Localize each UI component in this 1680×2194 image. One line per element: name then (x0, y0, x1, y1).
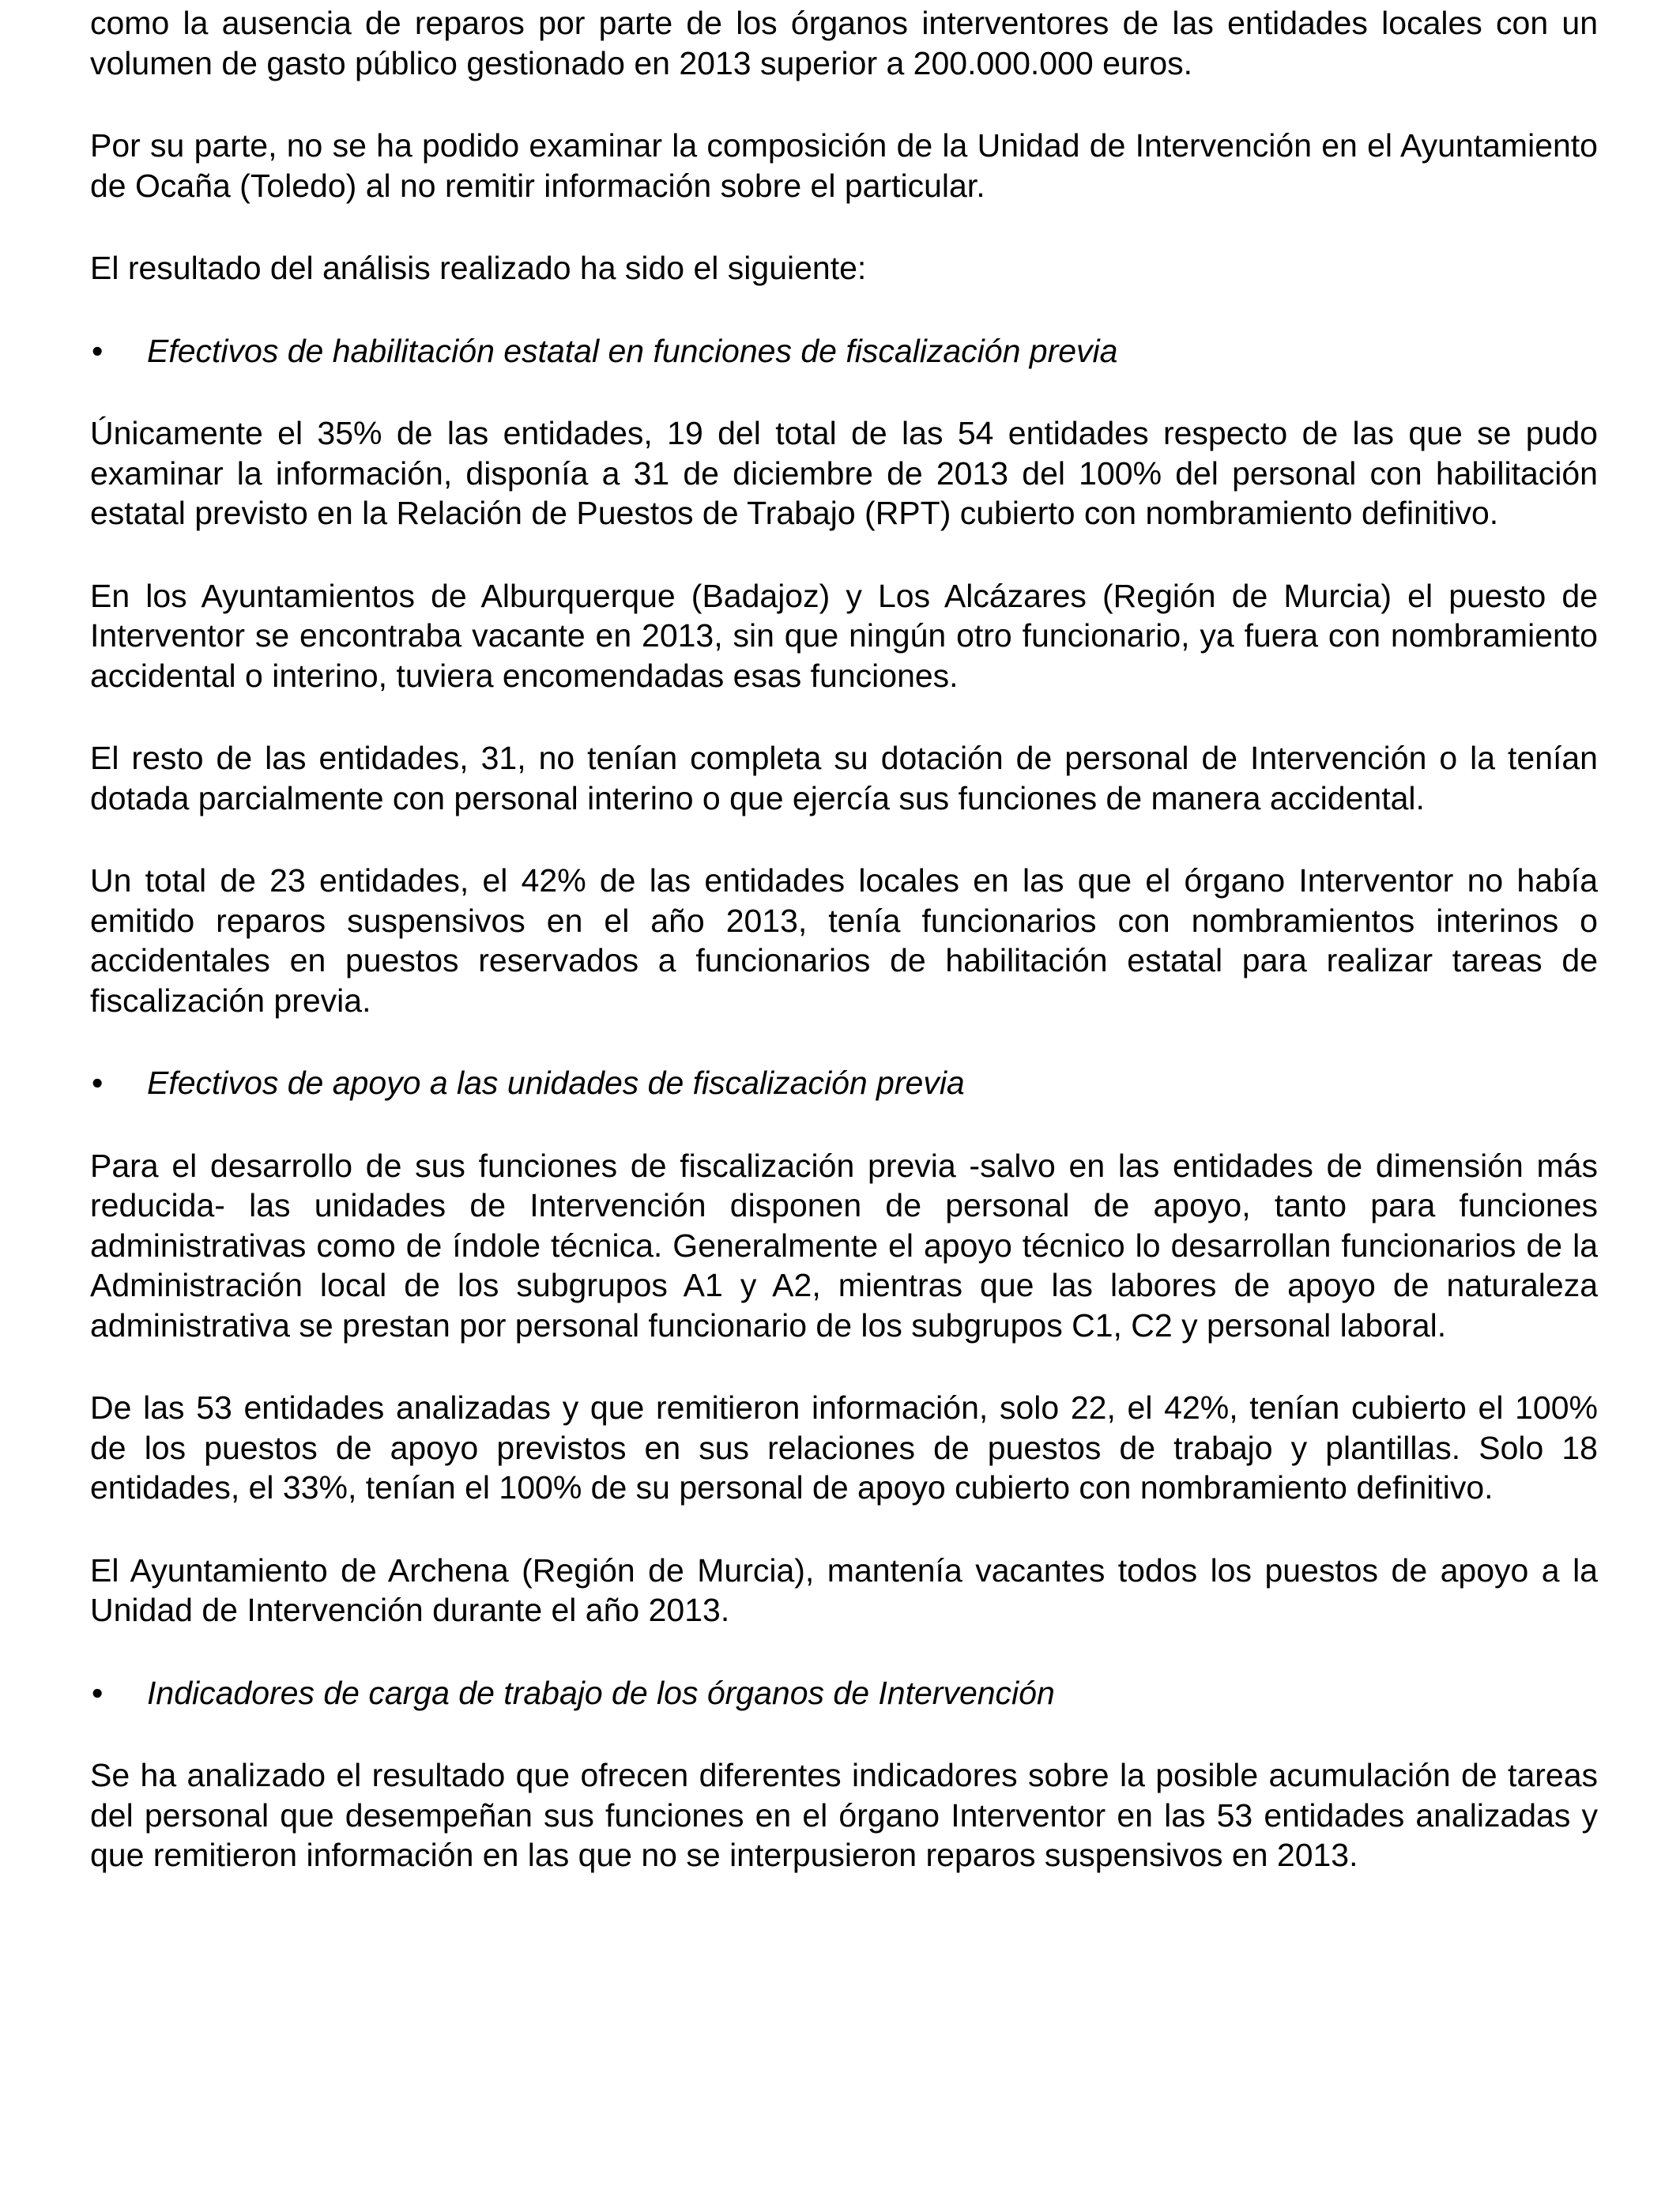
bullet-heading-text: Indicadores de carga de trabajo de los órganos de Intervención (147, 1674, 1055, 1711)
paragraph-analisis-indicadores: Se ha analizado el resultado que ofrecen diferentes indicadores sobre la posible acumulación de tareas del personal que desempeñan sus funciones en el órgano Interventor en las 53 entidades analizadas y que remitieron información en las que no se interpusieron reparos suspensivos en 2013. (90, 1757, 1598, 1873)
paragraph-35-percent: Únicamente el 35% de las entidades, 19 del total de las 54 entidades respecto de las que se pudo examinar la información, disponía a 31 de diciembre de 2013 del 100% del personal con habilitación estatal previsto en la Relación de Puestos de Trabajo (RPT) cubierto con nombramiento definitivo. (90, 415, 1598, 531)
bullet-icon: • (92, 332, 104, 369)
paragraph-ocana: Por su parte, no se ha podido examinar la composición de la Unidad de Intervención en el Ayuntamiento de Ocaña (Toledo) al no remitir información sobre el particular. (90, 127, 1598, 204)
bullet-heading-text: Efectivos de apoyo a las unidades de fiscalización previa (147, 1065, 965, 1101)
paragraph-archena: El Ayuntamiento de Archena (Región de Murcia), mantenía vacantes todos los puestos de apoyo a la Unidad de Intervención durante el año 2013. (90, 1551, 1598, 1628)
document-page (90, 3, 1598, 1918)
bullet-icon: • (92, 1065, 104, 1101)
bullet-heading-habilitacion (90, 331, 1598, 371)
bullet-heading-indicadores (90, 1673, 1598, 1713)
bullet-heading-text: Efectivos de habilitación estatal en funciones de fiscalización previa (147, 332, 1118, 369)
paragraph-resto-entidades: El resto de las entidades, 31, no tenían completa su dotación de personal de Intervención o la tenían dotada parcialmente con personal interino o que ejercía sus funciones de manera accidental. (90, 740, 1598, 816)
paragraph-intro-continuation: como la ausencia de reparos por parte de los órganos interventores de las entidades locales con un volumen de gasto público gestionado en 2013 superior a 200.000.000 euros. (90, 5, 1598, 81)
bullet-icon: • (92, 1674, 104, 1711)
paragraph-alburquerque: En los Ayuntamientos de Alburquerque (Badajoz) y Los Alcázares (Región de Murcia) el puesto de Interventor se encontraba vacante en 2013, sin que ningún otro funcionario, ya fuera con nombramiento accidental o interino, tuviera encomendadas esas funciones. (90, 577, 1598, 694)
paragraph-desarrollo-funciones: Para el desarrollo de sus funciones de fiscalización previa -salvo en las entidades de dimensión más reducida- las unidades de Intervención disponen de personal de apoyo, tanto para funciones administrativas como de índole técnica. Generalmente el apoyo técnico lo desarrollan funcionarios de la Administración local de los subgrupos A1 y A2, mientras que las labores de apoyo de naturaleza administrativa se prestan por personal funcionario de los subgrupos C1, C2 y personal laboral. (90, 1147, 1598, 1344)
paragraph-result-intro: El resultado del análisis realizado ha sido el siguiente: (90, 250, 867, 286)
paragraph-23-entidades: Un total de 23 entidades, el 42% de las entidades locales en las que el órgano Interventor no había emitido reparos suspensivos en el año 2013, tenía funcionarios con nombramientos interinos o accidentales en puestos reservados a funcionarios de habilitación estatal para realizar tareas de fiscalización previa. (90, 862, 1598, 1019)
bullet-heading-apoyo (90, 1063, 1598, 1103)
paragraph-53-entidades: De las 53 entidades analizadas y que remitieron información, solo 22, el 42%, tenían cubierto el 100% de los puestos de apoyo previstos en sus relaciones de puestos de trabajo y plantillas. Solo 18 entidades, el 33%, tenían el 100% de su personal de apoyo cubierto con nombramiento definitivo. (90, 1389, 1598, 1506)
